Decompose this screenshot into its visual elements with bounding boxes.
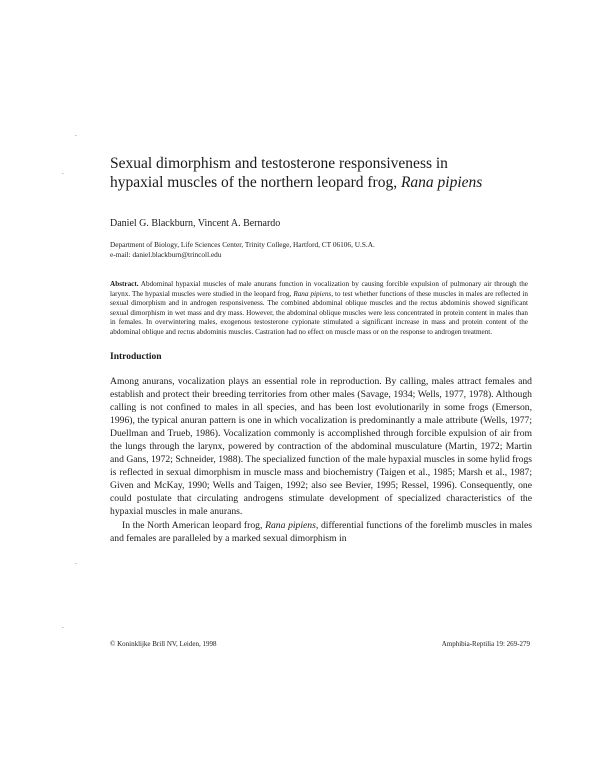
abstract-label: Abstract. [110,280,139,288]
abstract-species: Rana pipiens [293,289,332,298]
paragraph [110,519,532,545]
margin-mark: . [75,130,77,138]
abstract [110,280,528,338]
title-line-2: hypaxial muscles of the northern leopard frog, [110,173,401,191]
species-name: Rana pipiens [265,519,316,531]
title-line-1: Sexual dimorphism and testosterone responsiveness in [110,155,448,172]
abstract-text: Abdominal hypaxial muscles of male anurans function in vocalization by causing forcible expulsion of pulmonary air through the larynx. The hypaxial muscles were studied in the leopard frog, [110,280,528,298]
paragraph: Among anurans, vocalization plays an essential role in reproduction. By calling, males attract females and establish and protect their breeding territories from other males (Savage, 1934; Wells, 1977, 1978). Although calling is not confined to males in all species, and has been lost evolutionarily in some frogs (Emerson, 1996), the typical anuran pattern is one in which vocalization is predominantly a male attribute (Wells, 1977; Duellman and Trueb, 1986). Vocalization commonly is accomplished through forcible expulsion of air from the lungs through the larynx, powered by contraction of the abdominal musculature (Martin, 1972; Martin and Gans, 1972; Schneider, 1988). The specialized function of the male hypaxial muscles in some hylid frogs is reflected in sexual dimorphism in muscle mass and biochemistry (Taigen et al., 1985; Marsh et al., 1987; Given and McKay, 1990; Wells and Taigen, 1992; also see Bevier, 1995; Ressel, 1996). Consequently, one could postulate that circulating androgens stimulate development of specialized characteristics of the hypaxial muscles in male anurans. [110,376,532,518]
abstract-text: , to test whether functions of these muscles in males are reflected in sexual dimorphism and in androgen responsiveness. The combined abdominal oblique muscles and the rectus abdominis showed significant sexual dimorphism in wet mass and dry mass. However, the abdominal oblique muscles were less concentrated in protein content in males than in females. In overwintering males, exogenous testosterone cypionate stimulated a significant increase in mass and protein content of the abdominal oblique and rectus abdominis muscles. Castration had no effect on muscle mass or on the response to androgen treatment. [110,289,528,336]
paragraph-text: In the North American leopard frog, [122,519,266,531]
title-species: Rana pipiens [400,173,483,191]
journal-citation-footer: Amphibia-Reptilia 19: 269-279 [441,640,530,648]
authors: Daniel G. Blackburn, Vincent A. Bernardo [110,218,281,229]
affiliation-email: e-mail: daniel.blackburn@trincoll.edu [110,249,222,259]
margin-mark: . [62,168,64,176]
margin-mark: . [75,558,77,566]
paper-title [110,155,530,192]
paragraph-text: , differential functions of the forelimb muscles in males and females are paralleled by a marked sexual dimorphism in [110,519,533,544]
affiliation [110,240,530,259]
margin-mark: . [62,622,64,630]
introduction-body [110,375,532,545]
section-heading: Introduction [110,352,162,362]
copyright-footer: © Koninklijke Brill NV, Leiden, 1998 [110,640,217,648]
affiliation-address: Department of Biology, Life Sciences Center, Trinity College, Hartford, CT 06106, U.S.A. [110,240,375,249]
